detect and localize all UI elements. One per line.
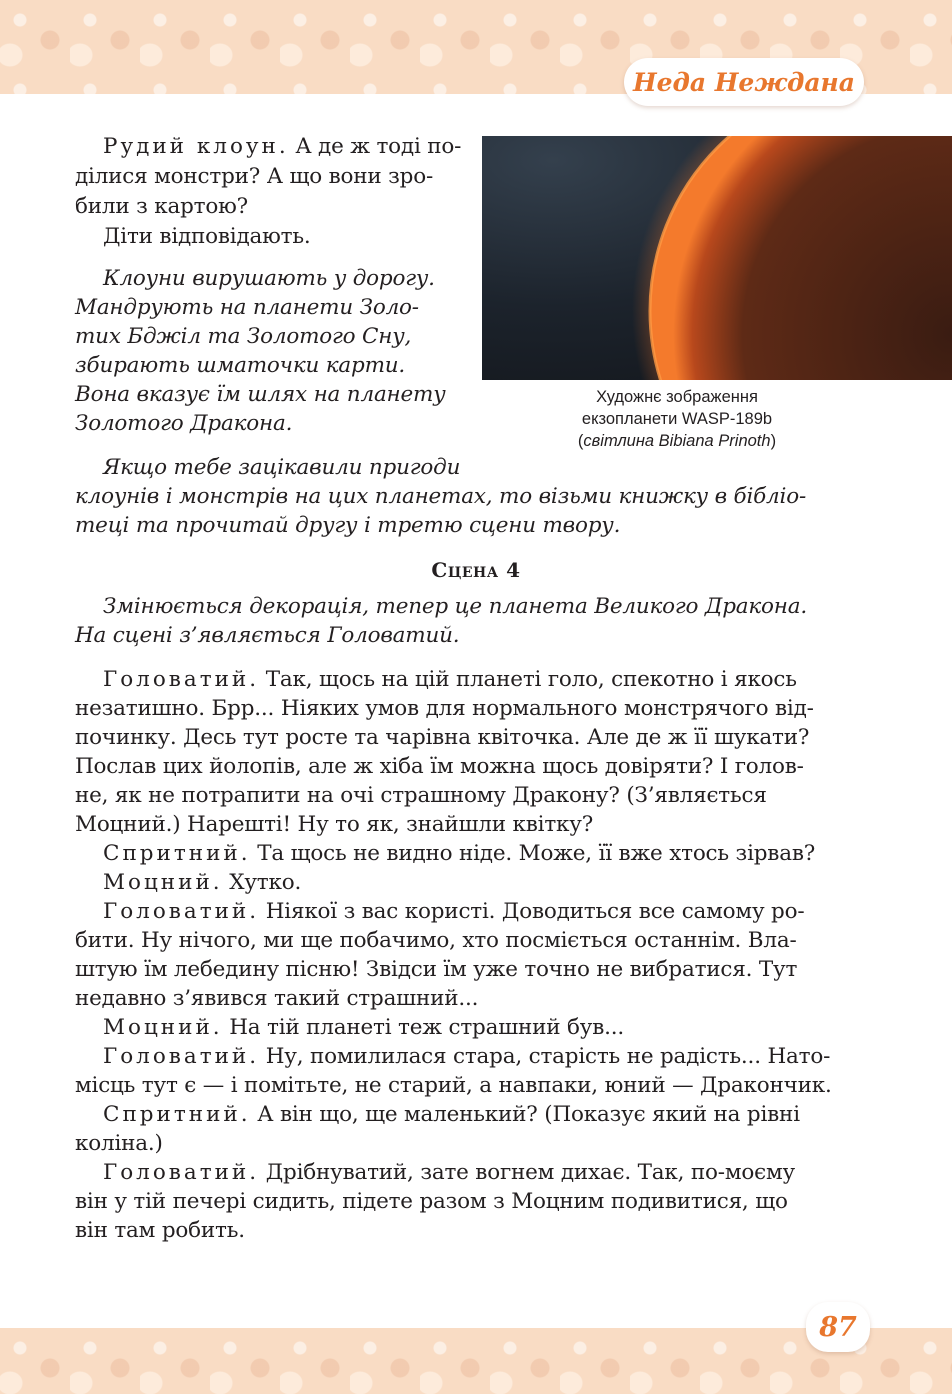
text-line: недавно з’явився такий страшний... <box>75 986 479 1011</box>
text-line: Рудий клоун. А де ж тоді по- <box>103 134 462 159</box>
text-line: Моцний.) Нарешті! Ну то як, знайшли квітку? <box>75 812 594 837</box>
exoplanet-illustration <box>482 136 952 380</box>
note-line: клоунів і монстрів на цих планетах, то візьми книжку в бібліо- <box>75 484 807 509</box>
speaker-name: Головатий. <box>103 899 260 924</box>
stage-direction-line: Мандрують на планети Золо- <box>75 295 419 320</box>
stage-direction-line: Вона вказує їм шлях на планету <box>75 382 446 407</box>
text-line: він там робить. <box>75 1218 245 1243</box>
note-line: теці та прочитай другу і третю сцени твору. <box>75 513 621 538</box>
text-line: Головатий. Ніякої з вас користі. Доводиться все самому ро- <box>103 899 805 924</box>
text-line: коліна.) <box>75 1131 163 1156</box>
text-line: ділися монстри? А що вони зро- <box>75 164 434 189</box>
text-line: Моцний. Хутко. <box>103 870 302 895</box>
note-line: Якщо тебе зацікавили пригоди <box>103 455 461 480</box>
page-number: 87 <box>806 1302 870 1352</box>
text-line: починку. Десь тут росте та чарівна квіточка. Але де ж її шукати? <box>75 725 810 750</box>
stage-direction-line: тих Бджіл та Золотого Сну, <box>75 324 412 349</box>
stage-direction-line: Змінюється декорація, тепер це планета Великого Дракона. <box>103 594 807 619</box>
stage-direction-line: Клоуни вирушають у дорогу. <box>103 266 435 291</box>
caption-paren: ) <box>770 432 777 450</box>
speaker-name: Моцний. <box>103 1015 223 1040</box>
text-line: Послав цих йолопів, але ж хіба їм можна щось довіряти? І голов- <box>75 754 804 779</box>
text-line: він у тій печері сидить, підете разом з Моцним подивитися, що <box>75 1189 788 1214</box>
text-line: Головатий. Ну, помилилася стара, старість не радість... Нато- <box>103 1044 831 1069</box>
speaker-name: Головатий. <box>103 667 260 692</box>
text-line: штую їм лебедину пісню! Звідси їм уже точно не вибратися. Тут <box>75 957 798 982</box>
stage-direction-line: збирають шматочки карти. <box>75 353 406 378</box>
text-line: Моцний. На тій планеті теж страшний був... <box>103 1015 625 1040</box>
text-line: Спритний. Та щось не видно ніде. Може, її вже хтось зірвав? <box>103 841 816 866</box>
text-line: Діти відповідають. <box>103 224 311 249</box>
speaker-name: Моцний. <box>103 870 223 895</box>
figure-caption <box>482 386 872 452</box>
text-line: били з картою? <box>75 194 248 219</box>
speaker-name: Спритний. <box>103 1102 251 1127</box>
stage-direction-line: На сцені з’являється Головатий. <box>75 623 460 648</box>
text-line: не, як не потрапити на очі страшному Дракону? (З’являється <box>75 783 767 808</box>
text-line: Головатий. Так, щось на цій планеті голо, спекотно і якось <box>103 667 797 692</box>
text-line: бити. Ну нічого, ми ще побачимо, хто посміється останнім. Вла- <box>75 928 797 953</box>
caption-line: екзопланети WASP-189b <box>581 410 773 428</box>
speaker-name: Головатий. <box>103 1044 260 1069</box>
caption-paren: ( <box>577 432 584 450</box>
exoplanet-photo <box>482 136 952 380</box>
text-line: місць тут є — і помітьте, не старий, а навпаки, юний — Дракончик. <box>75 1073 832 1098</box>
text-line: Спритний. А він що, ще маленький? (Показує який на рівні <box>103 1102 800 1127</box>
scene-heading: Сцена 4 <box>431 558 521 582</box>
speaker-name: Головатий. <box>103 1160 260 1185</box>
caption-line <box>482 430 872 452</box>
running-header-title: Неда Неждана <box>633 67 855 97</box>
speaker-name: Спритний. <box>103 841 251 866</box>
caption-line: Художнє зображення <box>596 388 758 406</box>
text-line: Головатий. Дрібнуватий, зате вогнем дихає. Так, по-моєму <box>103 1160 795 1185</box>
caption-photo-credit: світлина Bibiana Prinoth <box>583 432 771 450</box>
running-header <box>624 58 864 106</box>
text-line: незатишно. Брр... Ніяких умов для нормального монстрячого від- <box>75 696 814 721</box>
speaker-name: Рудий клоун. <box>103 134 289 159</box>
stage-direction-line: Золотого Дракона. <box>75 411 293 436</box>
